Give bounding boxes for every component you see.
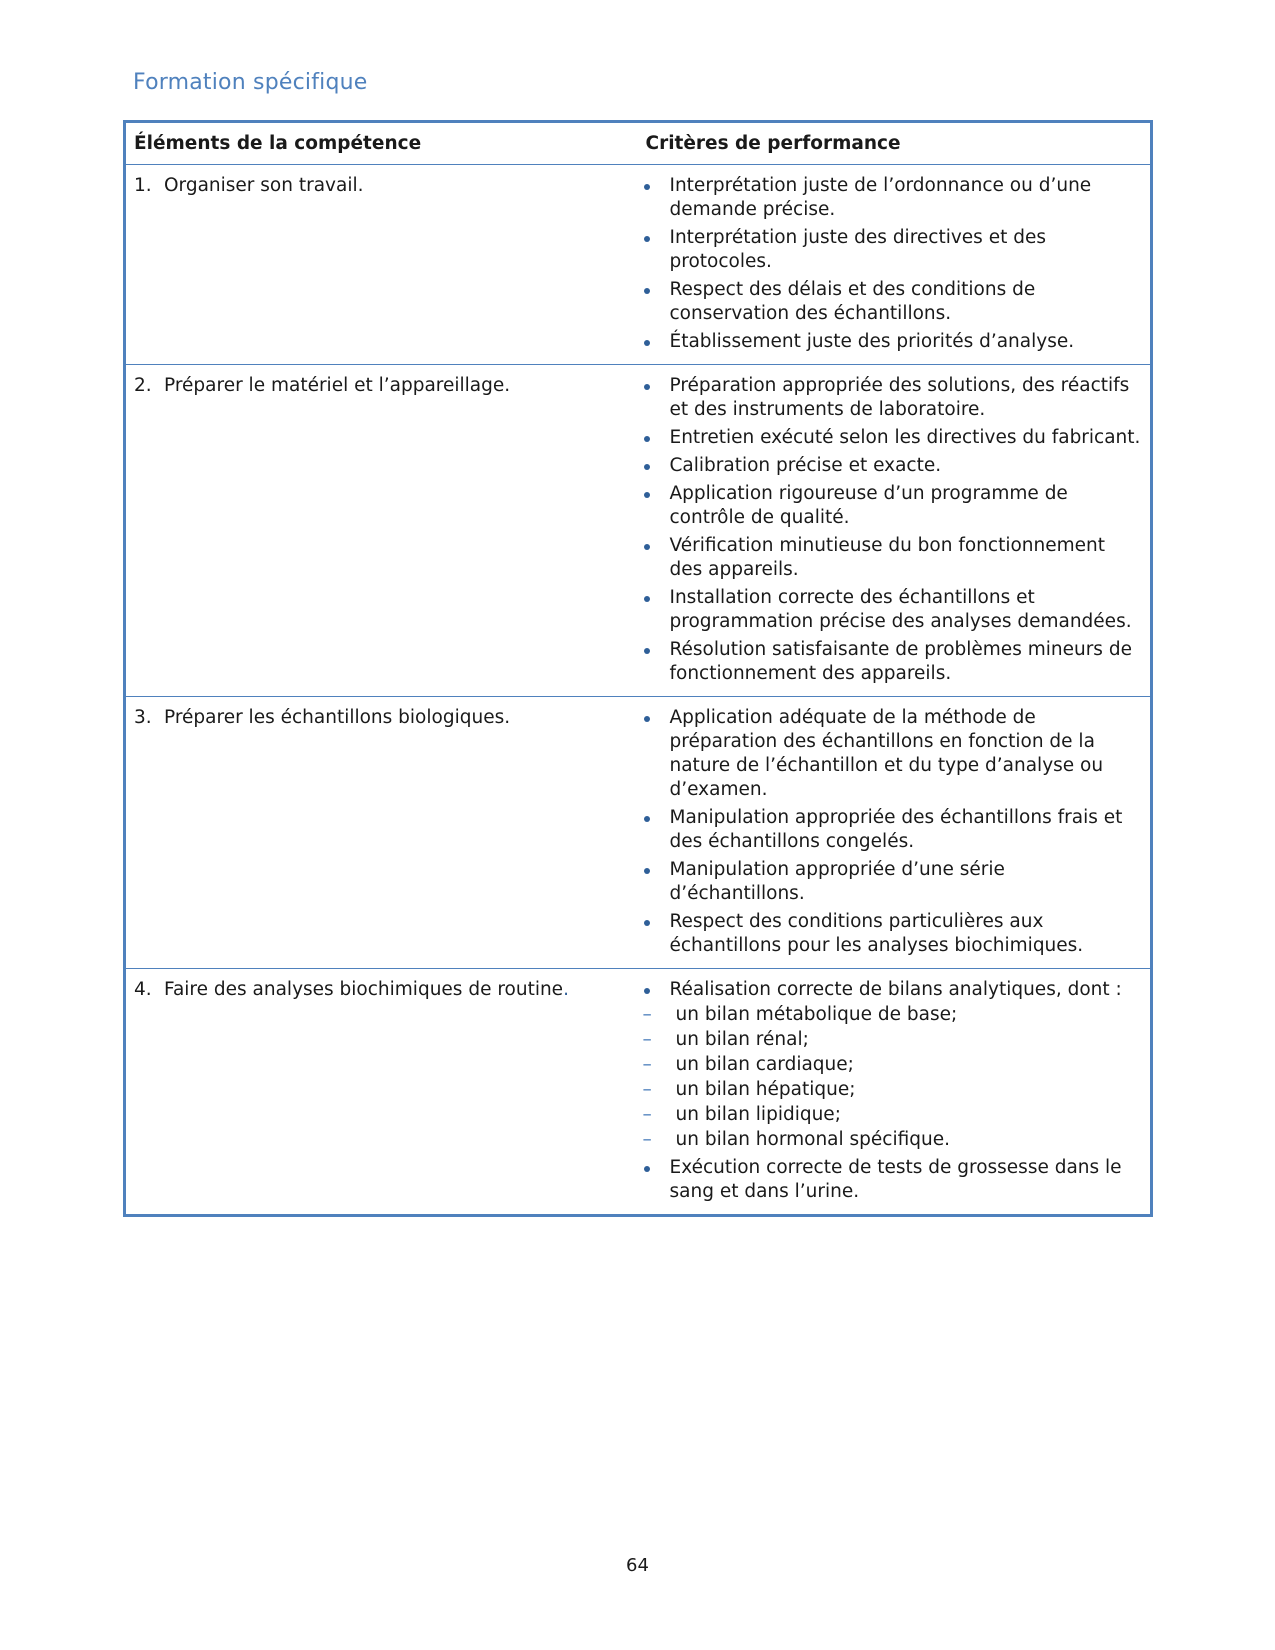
criterion-item: Application rigoureuse d’un programme de contrôle de qualité. bbox=[640, 482, 1143, 530]
criterion-item: Résolution satisfaisante de problèmes mineurs de fonctionnement des appareils. bbox=[640, 638, 1143, 686]
criteria-cell bbox=[638, 697, 1152, 969]
criterion-item: Vérification minutieuse du bon fonctionnement des appareils. bbox=[640, 534, 1143, 582]
sub-criterion-item: – un bilan rénal; bbox=[640, 1028, 1143, 1052]
criterion-item: Établissement juste des priorités d’analyse. bbox=[640, 330, 1143, 354]
table-header-row bbox=[125, 122, 1152, 165]
table-row bbox=[125, 697, 1152, 969]
criterion-text: Réalisation correcte de bilans analytiques, dont : bbox=[669, 979, 1122, 1000]
element-number: 3. bbox=[134, 707, 152, 728]
criterion-item: Exécution correcte de tests de grossesse dans le sang et dans l’urine. bbox=[640, 1156, 1143, 1204]
criterion-item: Interprétation juste de l’ordonnance ou d’une demande précise. bbox=[640, 174, 1143, 222]
table-row bbox=[125, 969, 1152, 1216]
element-period: . bbox=[563, 979, 569, 1000]
competence-table bbox=[123, 120, 1153, 1217]
criterion-item: Entretien exécuté selon les directives du fabricant. bbox=[640, 426, 1143, 450]
element-text: Organiser son travail. bbox=[164, 175, 364, 196]
table-row bbox=[125, 165, 1152, 365]
element-number: 1. bbox=[134, 175, 152, 196]
element-number: 2. bbox=[134, 375, 152, 396]
criterion-item: Interprétation juste des directives et des protocoles. bbox=[640, 226, 1143, 274]
sub-criterion-item: – un bilan hépatique; bbox=[640, 1078, 1143, 1102]
element-text: Faire des analyses biochimiques de routine bbox=[164, 979, 564, 1000]
section-title: Formation spécifique bbox=[133, 70, 368, 95]
element-cell bbox=[125, 165, 638, 365]
criterion-item: Calibration précise et exacte. bbox=[640, 454, 1143, 478]
criterion-item: Installation correcte des échantillons et programmation précise des analyses demandées. bbox=[640, 586, 1143, 634]
criterion-item: Respect des délais et des conditions de conservation des échantillons. bbox=[640, 278, 1143, 326]
element-cell bbox=[125, 697, 638, 969]
criteria-cell bbox=[638, 969, 1152, 1216]
element-text: Préparer les échantillons biologiques. bbox=[164, 707, 511, 728]
criterion-item: Préparation appropriée des solutions, des réactifs et des instruments de laboratoire. bbox=[640, 374, 1143, 422]
element-cell bbox=[125, 365, 638, 697]
sub-criterion-item: – un bilan cardiaque; bbox=[640, 1053, 1143, 1077]
criteria-cell bbox=[638, 365, 1152, 697]
criterion-item: Application adéquate de la méthode de préparation des échantillons en fonction de la nature de l’échantillon et du type d’analyse ou d’examen. bbox=[640, 706, 1143, 802]
sub-criteria-list bbox=[670, 1003, 1143, 1152]
page-number: 64 bbox=[626, 1555, 649, 1576]
criterion-item: Manipulation appropriée des échantillons frais et des échantillons congelés. bbox=[640, 806, 1143, 854]
criterion-item: Manipulation appropriée d’une série d’échantillons. bbox=[640, 858, 1143, 906]
sub-criterion-item: – un bilan hormonal spécifique. bbox=[640, 1128, 1143, 1152]
header-elements: Éléments de la compétence bbox=[125, 122, 638, 165]
element-text: Préparer le matériel et l’appareillage. bbox=[164, 375, 511, 396]
criterion-item: Respect des conditions particulières aux échantillons pour les analyses biochimiques. bbox=[640, 910, 1143, 958]
sub-criterion-item: – un bilan lipidique; bbox=[640, 1103, 1143, 1127]
header-criteria: Critères de performance bbox=[638, 122, 1152, 165]
criterion-item bbox=[640, 978, 1143, 1152]
criteria-cell bbox=[638, 165, 1152, 365]
element-number: 4. bbox=[134, 979, 152, 1000]
element-cell bbox=[125, 969, 638, 1216]
sub-criterion-item: – un bilan métabolique de base; bbox=[640, 1003, 1143, 1027]
table-row bbox=[125, 365, 1152, 697]
